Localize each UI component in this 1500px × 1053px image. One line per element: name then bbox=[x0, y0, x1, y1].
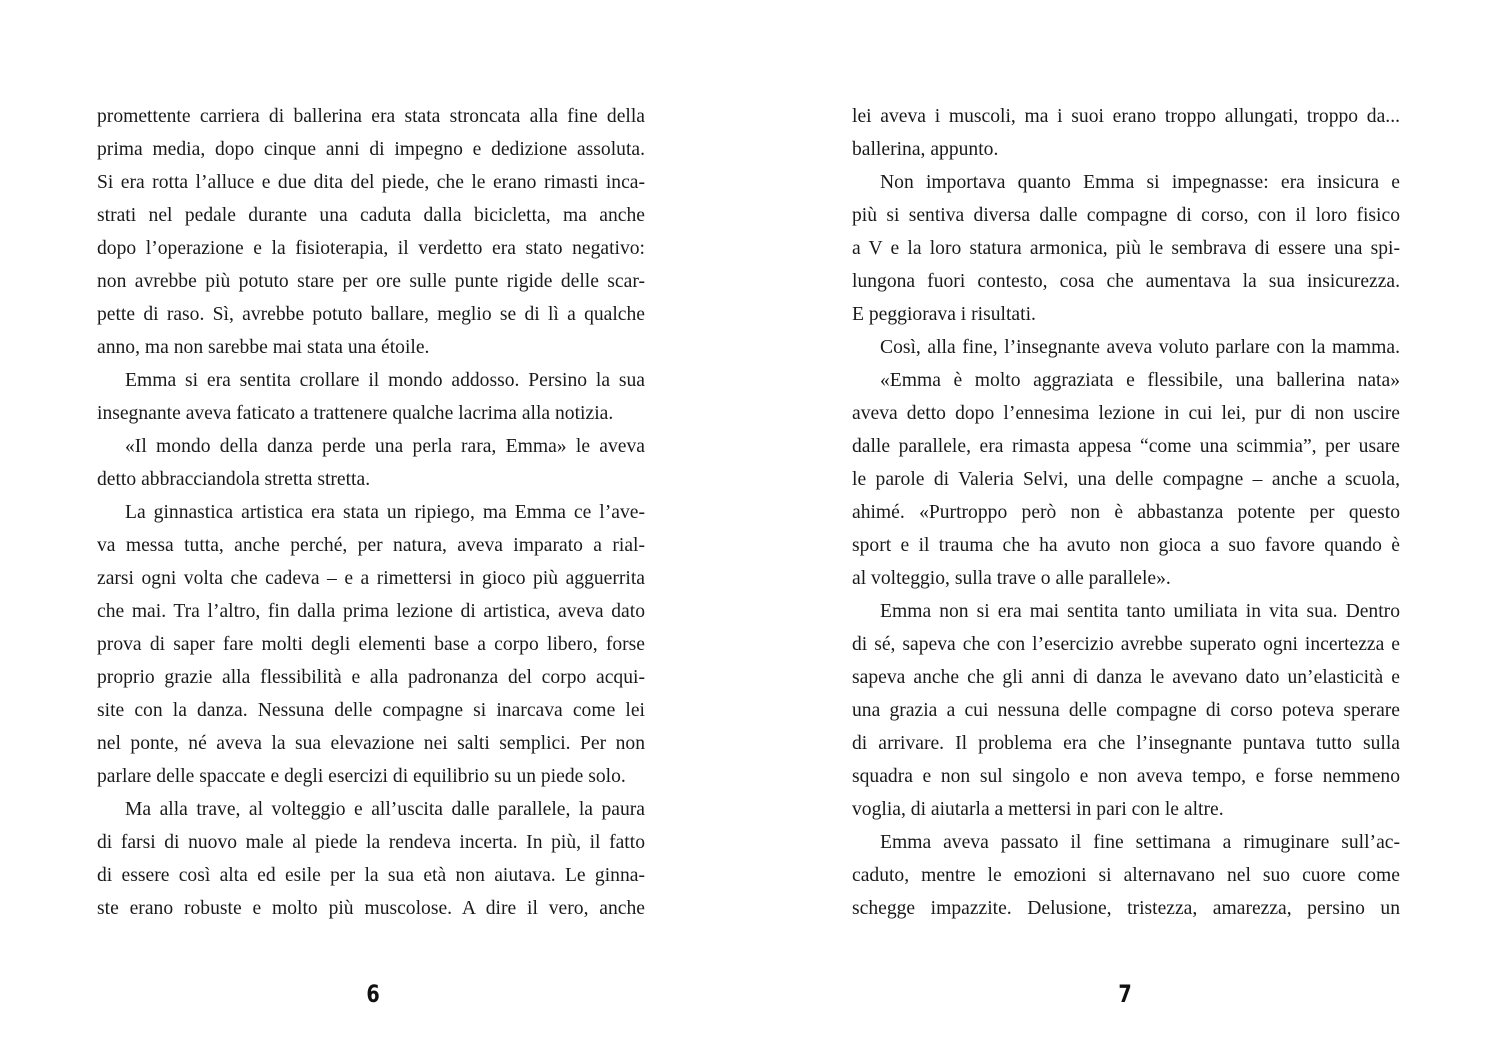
text-line: Così, alla fine, l’insegnante aveva voluto parlare con la mamma. bbox=[880, 337, 1400, 358]
text-line: non avrebbe più potuto stare per ore sulle punte rigide delle scar- bbox=[97, 271, 645, 292]
text-line: Ma alla trave, al volteggio e all’uscita dalle parallele, la paura bbox=[125, 799, 645, 820]
text-line: Si era rotta l’alluce e due dita del piede, che le erano rimasti inca- bbox=[97, 172, 645, 193]
text-line: aveva detto dopo l’ennesima lezione in cui lei, pur di non uscire bbox=[852, 403, 1400, 424]
text-line: anno, ma non sarebbe mai stata una étoile. bbox=[97, 337, 430, 358]
text-line: pette di raso. Sì, avrebbe potuto ballare, meglio se di lì a qualche bbox=[97, 304, 645, 325]
text-line: caduto, mentre le emozioni si alternavano nel suo cuore come bbox=[852, 865, 1400, 886]
text-line: lei aveva i muscoli, ma i suoi erano troppo allungati, troppo da... bbox=[852, 106, 1400, 127]
text-line: di essere così alta ed esile per la sua età non aiutava. Le ginna- bbox=[97, 865, 645, 886]
text-line: zarsi ogni volta che cadeva – e a rimettersi in gioco più agguerrita bbox=[97, 568, 645, 589]
text-line: prima media, dopo cinque anni di impegno e dedizione assoluta. bbox=[97, 139, 645, 160]
text-line: insegnante aveva faticato a trattenere qualche lacrima alla notizia. bbox=[97, 403, 614, 424]
text-line: più si sentiva diversa dalle compagne di corso, con il loro fisico bbox=[852, 205, 1400, 226]
text-line: Emma aveva passato il fine settimana a rimuginare sull’ac- bbox=[880, 832, 1400, 853]
text-line: Emma non si era mai sentita tanto umiliata in vita sua. Dentro bbox=[880, 601, 1400, 622]
text-line: strati nel pedale durante una caduta dalla bicicletta, ma anche bbox=[97, 205, 645, 226]
text-line: sport e il trauma che ha avuto non gioca a suo favore quando è bbox=[852, 535, 1400, 556]
text-line: Emma si era sentita crollare il mondo addosso. Persino la sua bbox=[125, 370, 645, 391]
text-line: parlare delle spaccate e degli esercizi di equilibrio su un piede solo. bbox=[97, 766, 626, 787]
text-line: prova di saper fare molti degli elementi base a corpo libero, forse bbox=[97, 634, 645, 655]
text-line: di arrivare. Il problema era che l’insegnante puntava tutto sulla bbox=[852, 733, 1400, 754]
text-line: di sé, sapeva che con l’esercizio avrebbe superato ogni incertezza e bbox=[852, 634, 1400, 655]
text-line: ballerina, appunto. bbox=[852, 139, 999, 160]
text-line: che mai. Tra l’altro, fin dalla prima lezione di artistica, aveva dato bbox=[97, 601, 645, 622]
text-line: ste erano robuste e molto più muscolose. A dire il vero, anche bbox=[97, 898, 645, 919]
text-line: al volteggio, sulla trave o alle parallele». bbox=[852, 568, 1171, 589]
text-line: le parole di Valeria Selvi, una delle compagne – anche a scuola, bbox=[852, 469, 1400, 490]
text-line: voglia, di aiutarla a mettersi in pari con le altre. bbox=[852, 799, 1224, 820]
text-line: una grazia a cui nessuna delle compagne di corso poteva sperare bbox=[852, 700, 1400, 721]
text-line: proprio grazie alla flessibilità e alla padronanza del corpo acqui- bbox=[97, 667, 645, 688]
text-line: va messa tutta, anche perché, per natura, aveva imparato a rial- bbox=[97, 535, 645, 556]
text-line: di farsi di nuovo male al piede la rendeva incerta. In più, il fatto bbox=[97, 832, 645, 853]
text-line: detto abbracciandola stretta stretta. bbox=[97, 469, 371, 490]
left-page-text bbox=[97, 100, 645, 925]
text-line: La ginnastica artistica era stata un ripiego, ma Emma ce l’ave- bbox=[125, 502, 645, 523]
page-number-right: 7 bbox=[1118, 980, 1132, 1008]
text-line: sapeva anche che gli anni di danza le avevano dato un’elasticità e bbox=[852, 667, 1400, 688]
text-line: squadra e non sul singolo e non aveva tempo, e forse nemmeno bbox=[852, 766, 1400, 787]
text-line: lungona fuori contesto, cosa che aumentava la sua insicurezza. bbox=[852, 271, 1400, 292]
right-page-text bbox=[852, 100, 1400, 925]
text-line: dopo l’operazione e la fisioterapia, il verdetto era stato negativo: bbox=[97, 238, 645, 259]
text-line: site con la danza. Nessuna delle compagne si inarcava come lei bbox=[97, 700, 645, 721]
text-line: schegge impazzite. Delusione, tristezza, amarezza, persino un bbox=[852, 898, 1400, 919]
text-line: ahimé. «Purtroppo però non è abbastanza potente per questo bbox=[852, 502, 1400, 523]
text-line: E peggiorava i risultati. bbox=[852, 304, 1036, 325]
text-line: dalle parallele, era rimasta appesa “come una scimmia”, per usare bbox=[852, 436, 1400, 457]
text-line: Non importava quanto Emma si impegnasse: era insicura e bbox=[880, 172, 1400, 193]
text-line: promettente carriera di ballerina era stata stroncata alla fine della bbox=[97, 106, 645, 127]
text-line: «Il mondo della danza perde una perla rara, Emma» le aveva bbox=[125, 436, 645, 457]
page-number-left: 6 bbox=[366, 980, 380, 1008]
text-line: «Emma è molto aggraziata e flessibile, una ballerina nata» bbox=[880, 370, 1400, 391]
text-line: nel ponte, né aveva la sua elevazione nei salti semplici. Per non bbox=[97, 733, 645, 754]
text-line: a V e la loro statura armonica, più le sembrava di essere una spi- bbox=[852, 238, 1400, 259]
